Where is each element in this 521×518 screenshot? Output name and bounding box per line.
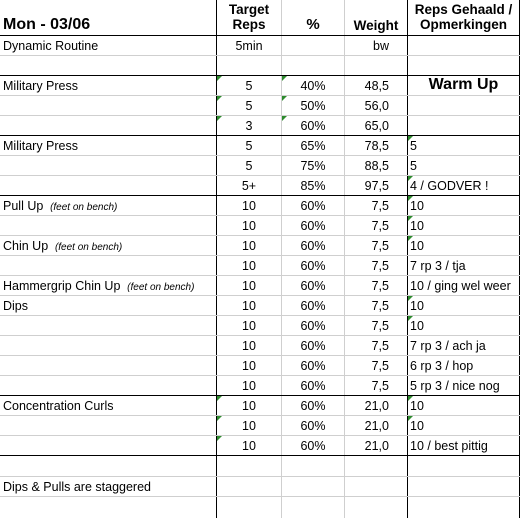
group-divider bbox=[0, 195, 520, 196]
weight-cell: 7,5 bbox=[371, 199, 389, 213]
percent-cell: 65% bbox=[300, 139, 326, 153]
exercise-cell bbox=[3, 116, 215, 136]
target-reps-cell: 10 bbox=[242, 299, 256, 313]
target-reps-cell: 5min bbox=[235, 39, 263, 53]
notes-cell: 7 rp 3 / tja bbox=[410, 259, 466, 273]
sheet-title: Mon - 03/06 bbox=[3, 16, 91, 33]
percent-cell: 60% bbox=[300, 319, 326, 333]
comment-marker bbox=[217, 96, 222, 101]
exercise-cell bbox=[3, 316, 215, 336]
weight-cell: 7,5 bbox=[371, 379, 389, 393]
notes-cell: 10 bbox=[410, 319, 424, 333]
comment-marker bbox=[282, 116, 287, 121]
percent-cell: 60% bbox=[300, 439, 326, 453]
comment-marker bbox=[217, 396, 222, 401]
weight-cell: 7,5 bbox=[371, 299, 389, 313]
row-divider bbox=[0, 175, 520, 176]
target-reps-cell: 5 bbox=[245, 139, 253, 153]
notes-cell: 5 bbox=[410, 159, 417, 173]
row-divider bbox=[0, 115, 520, 116]
weight-cell: 56,0 bbox=[364, 99, 389, 113]
percent-cell: 60% bbox=[300, 279, 326, 293]
exercise-note: (feet on bench) bbox=[124, 282, 195, 293]
weight-cell: 7,5 bbox=[371, 219, 389, 233]
exercise-cell bbox=[3, 376, 215, 396]
comment-marker bbox=[408, 196, 413, 201]
exercise-name: Pull Up bbox=[3, 199, 44, 213]
group-divider bbox=[0, 135, 520, 136]
exercise-name: Concentration Curls bbox=[3, 399, 114, 413]
percent-cell: 75% bbox=[300, 159, 326, 173]
exercise-name: Hammergrip Chin Up bbox=[3, 279, 121, 293]
percent-cell: 60% bbox=[300, 399, 326, 413]
target-reps-cell bbox=[217, 56, 281, 76]
weight-cell: 65,0 bbox=[364, 119, 389, 133]
exercise-cell bbox=[3, 216, 215, 236]
exercise-cell bbox=[3, 176, 215, 196]
warm-up-label: Warm Up bbox=[428, 76, 499, 93]
weight-cell: 7,5 bbox=[371, 339, 389, 353]
comment-marker bbox=[408, 236, 413, 241]
percent-cell: 50% bbox=[300, 99, 326, 113]
percent-cell: 60% bbox=[300, 219, 326, 233]
percent-cell: 60% bbox=[300, 119, 326, 133]
header-divider bbox=[0, 35, 520, 36]
comment-marker bbox=[282, 96, 287, 101]
notes-cell bbox=[410, 36, 518, 56]
weight-cell: 48,5 bbox=[364, 79, 389, 93]
row-divider bbox=[0, 55, 520, 56]
target-reps-cell: 5 bbox=[245, 79, 253, 93]
percent-cell: 60% bbox=[300, 199, 326, 213]
comment-marker bbox=[217, 416, 222, 421]
row-divider bbox=[0, 215, 520, 216]
exercise-cell bbox=[3, 156, 215, 176]
exercise-cell bbox=[3, 356, 215, 376]
comment-marker bbox=[282, 76, 287, 81]
exercise-note: (feet on bench) bbox=[52, 242, 123, 253]
comment-marker bbox=[408, 296, 413, 301]
percent-cell bbox=[282, 36, 344, 56]
header-weight: Weight bbox=[353, 18, 399, 33]
target-reps-cell: 10 bbox=[242, 279, 256, 293]
exercise-cell bbox=[3, 256, 215, 276]
exercise-cell bbox=[3, 416, 215, 436]
comment-marker bbox=[408, 396, 413, 401]
row-divider bbox=[0, 155, 520, 156]
percent-cell bbox=[282, 56, 344, 76]
exercise-cell bbox=[3, 276, 215, 296]
row-divider bbox=[0, 415, 520, 416]
row-divider bbox=[0, 335, 520, 336]
comment-marker bbox=[217, 436, 222, 441]
target-reps-cell: 10 bbox=[242, 319, 256, 333]
row-divider bbox=[0, 315, 520, 316]
target-reps-cell: 10 bbox=[242, 399, 256, 413]
exercise-cell bbox=[3, 236, 215, 256]
header-target-reps: Target Reps bbox=[228, 2, 270, 32]
percent-cell: 60% bbox=[300, 359, 326, 373]
exercise-cell bbox=[3, 336, 215, 356]
exercise-cell bbox=[3, 136, 215, 156]
target-reps-cell: 5 bbox=[245, 99, 253, 113]
notes-cell: 5 bbox=[410, 139, 417, 153]
weight-cell: 7,5 bbox=[371, 259, 389, 273]
weight-cell bbox=[345, 56, 389, 76]
target-reps-cell: 10 bbox=[242, 379, 256, 393]
row-divider bbox=[0, 235, 520, 236]
weight-cell: 21,0 bbox=[364, 439, 389, 453]
notes-cell: 6 rp 3 / hop bbox=[410, 359, 474, 373]
notes-cell: 10 bbox=[410, 419, 424, 433]
weight-cell: 21,0 bbox=[364, 399, 389, 413]
weight-cell: 21,0 bbox=[364, 419, 389, 433]
target-reps-cell: 10 bbox=[242, 419, 256, 433]
row-divider bbox=[0, 95, 520, 96]
exercise-name: Military Press bbox=[3, 139, 79, 153]
exercise-cell bbox=[3, 296, 215, 316]
notes-cell bbox=[410, 96, 518, 116]
row-divider bbox=[0, 435, 520, 436]
notes-cell: 10 bbox=[410, 219, 424, 233]
notes-cell bbox=[410, 56, 518, 76]
exercise-cell bbox=[3, 436, 215, 456]
comment-marker bbox=[408, 416, 413, 421]
row-divider bbox=[0, 295, 520, 296]
row-divider bbox=[0, 355, 520, 356]
exercise-name: Chin Up bbox=[3, 239, 49, 253]
target-reps-cell: 3 bbox=[245, 119, 253, 133]
percent-cell: 60% bbox=[300, 259, 326, 273]
percent-cell: 60% bbox=[300, 379, 326, 393]
percent-cell: 40% bbox=[300, 79, 326, 93]
target-reps-cell: 5+ bbox=[241, 179, 257, 193]
target-reps-cell: 10 bbox=[242, 239, 256, 253]
col-divider-right bbox=[519, 0, 520, 518]
exercise-note: (feet on bench) bbox=[47, 202, 118, 213]
percent-cell: 60% bbox=[300, 299, 326, 313]
weight-cell: 97,5 bbox=[364, 179, 389, 193]
exercise-cell bbox=[3, 96, 215, 116]
row-divider bbox=[0, 496, 520, 497]
weight-cell: 7,5 bbox=[371, 239, 389, 253]
weight-cell: 88,5 bbox=[364, 159, 389, 173]
target-reps-cell: 10 bbox=[242, 219, 256, 233]
notes-cell: 10 bbox=[410, 199, 424, 213]
row-divider bbox=[0, 375, 520, 376]
comment-marker bbox=[217, 76, 222, 81]
group-divider bbox=[0, 455, 520, 456]
exercise-cell bbox=[3, 396, 215, 416]
comment-marker bbox=[408, 136, 413, 141]
comment-marker bbox=[408, 316, 413, 321]
comment-marker bbox=[408, 216, 413, 221]
notes-cell: 10 bbox=[410, 299, 424, 313]
percent-cell: 60% bbox=[300, 239, 326, 253]
notes-cell: 10 / best pittig bbox=[410, 439, 488, 453]
target-reps-cell: 10 bbox=[242, 259, 256, 273]
notes-cell bbox=[410, 116, 518, 136]
weight-cell: 7,5 bbox=[371, 279, 389, 293]
header-notes: Reps Gehaald / Opmerkingen bbox=[414, 2, 513, 32]
weight-cell: 7,5 bbox=[371, 319, 389, 333]
exercise-cell bbox=[3, 56, 215, 76]
notes-cell: 10 bbox=[410, 399, 424, 413]
row-divider bbox=[0, 476, 520, 477]
target-reps-cell: 5 bbox=[245, 159, 253, 173]
weight-cell: 78,5 bbox=[364, 139, 389, 153]
group-divider bbox=[0, 75, 520, 76]
comment-marker bbox=[408, 176, 413, 181]
weight-cell: 7,5 bbox=[371, 359, 389, 373]
notes-cell: 10 / ging wel weer bbox=[410, 279, 511, 293]
percent-cell: 60% bbox=[300, 339, 326, 353]
exercise-cell bbox=[3, 36, 215, 56]
header-percent: % bbox=[306, 16, 320, 33]
exercise-cell bbox=[3, 196, 215, 216]
target-reps-cell: 10 bbox=[242, 439, 256, 453]
percent-cell: 85% bbox=[300, 179, 326, 193]
exercise-name: Dynamic Routine bbox=[3, 39, 99, 53]
weight-cell: bw bbox=[373, 39, 389, 53]
target-reps-cell: 10 bbox=[242, 199, 256, 213]
row-divider bbox=[0, 255, 520, 256]
notes-cell: 5 rp 3 / nice nog bbox=[410, 379, 500, 393]
row-divider bbox=[0, 275, 520, 276]
notes-cell: 7 rp 3 / ach ja bbox=[410, 339, 486, 353]
exercise-name: Military Press bbox=[3, 79, 79, 93]
group-divider bbox=[0, 395, 520, 396]
target-reps-cell: 10 bbox=[242, 359, 256, 373]
comment-marker bbox=[217, 116, 222, 121]
notes-cell: 10 bbox=[410, 239, 424, 253]
footer-note: Dips & Pulls are staggered bbox=[3, 480, 151, 494]
target-reps-cell: 10 bbox=[242, 339, 256, 353]
notes-cell: 4 / GODVER ! bbox=[410, 179, 489, 193]
exercise-cell bbox=[3, 76, 215, 96]
percent-cell: 60% bbox=[300, 419, 326, 433]
exercise-name: Dips bbox=[3, 299, 29, 313]
